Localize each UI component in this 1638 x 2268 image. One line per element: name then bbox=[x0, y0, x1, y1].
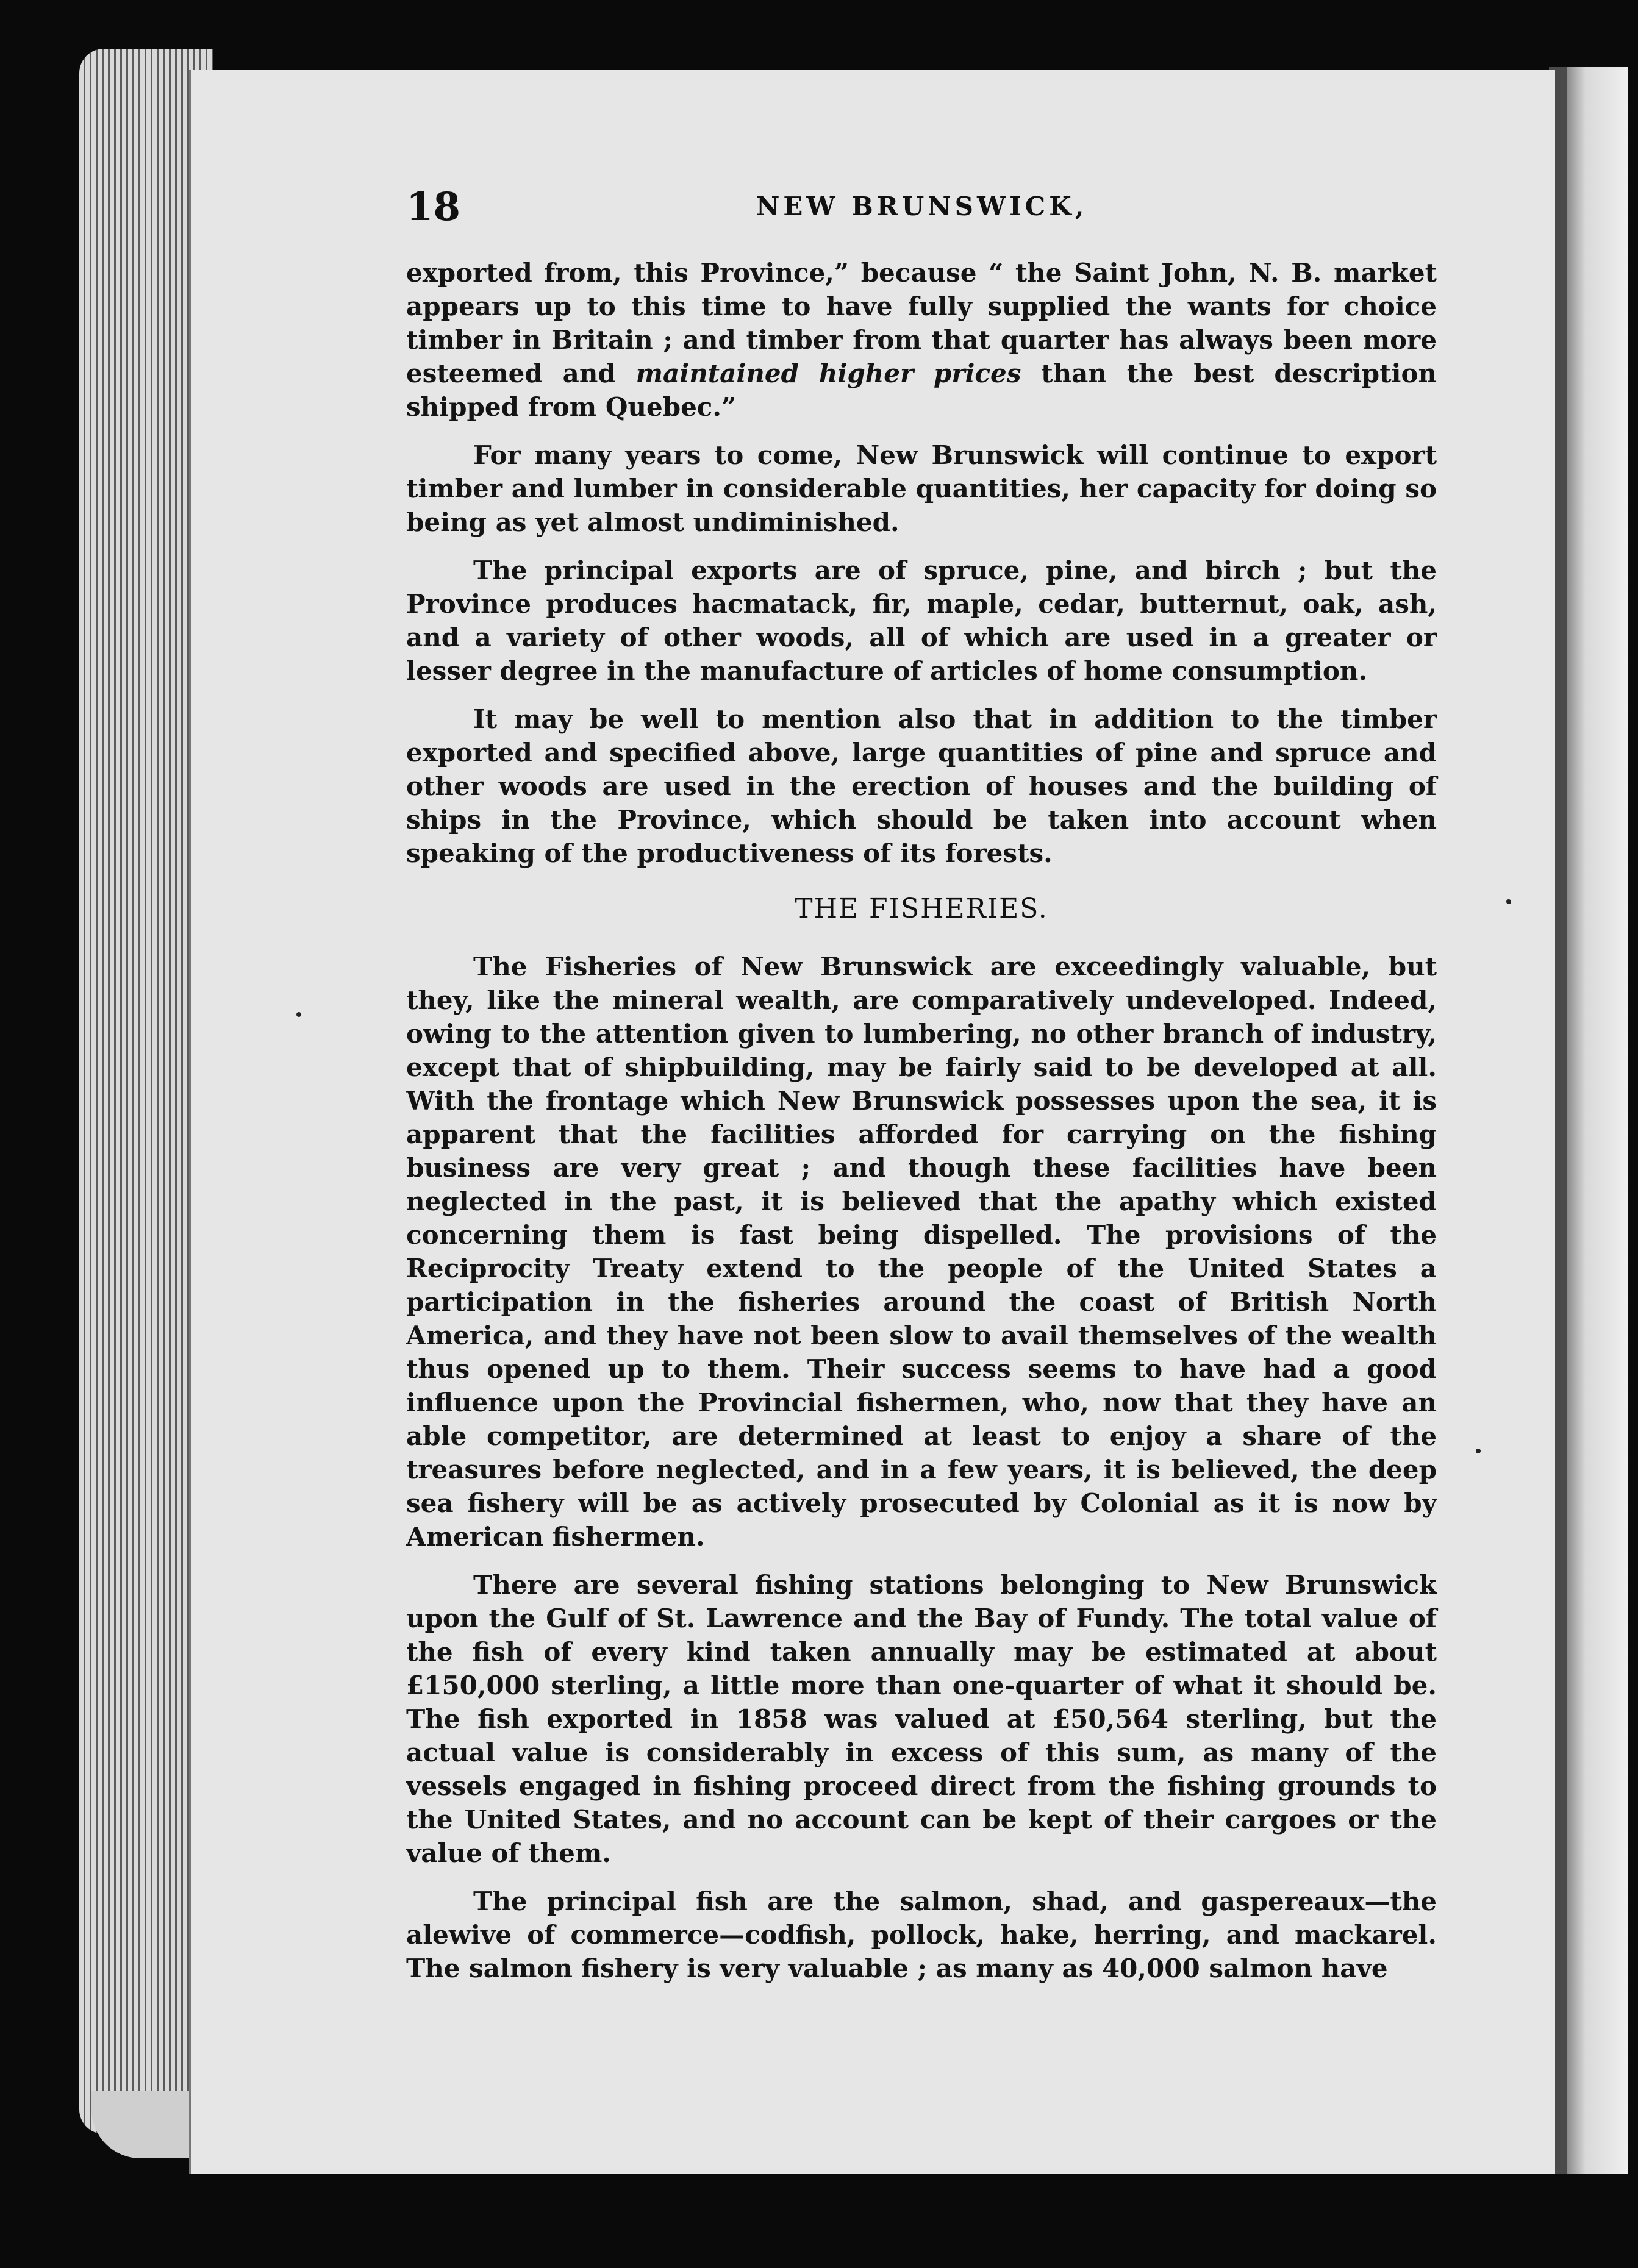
italic-phrase: maintained higher prices bbox=[635, 358, 1021, 388]
paragraph-text: exported from, this Province,” because “ the Saint John, N. B. market appears up to this time to have fully supplied the wants for choice timber in Britain ; and timber from that quarter has always been more esteemed and bbox=[406, 258, 1437, 388]
body-text bbox=[406, 256, 1437, 2000]
scan-border bbox=[0, 2174, 1638, 2268]
facing-page-strip bbox=[1549, 67, 1628, 2177]
running-title: NEW BRUNSWICK, bbox=[756, 191, 1088, 221]
page-number: 18 bbox=[406, 184, 461, 230]
paragraph: For many years to come, New Brunswick will continue to export timber and lumber in considerable quantities, her capacity for doing so being as yet almost undiminished. bbox=[406, 440, 1437, 537]
paragraph: There are several fishing stations belonging to New Brunswick upon the Gulf of St. Lawrence and the Bay of Fundy. The total value of the fish of every kind taken annually may be estimated at about £150,000 sterling, a little more than one-quarter of what it should be. The fish exported in 1858 was valued at £50,564 sterling, but the actual value is considerably in excess of this sum, as many of the vessels engaged in fishing proceed direct from the fishing grounds to the United States, and no account can be kept of their cargoes or the value of them. bbox=[406, 1570, 1437, 1868]
paragraph: It may be well to mention also that in addition to the timber exported and specified above, large quantities of pine and spruce and other woods are used in the erection of houses and the building of ships in the Province, which should be taken into account when speaking of the productiveness of its forests. bbox=[406, 704, 1437, 868]
section-heading: THE FISHERIES. bbox=[795, 893, 1048, 924]
paragraph: The principal exports are of spruce, pine, and birch ; but the Province produces hacmatack, fir, maple, cedar, butternut, oak, ash, and a variety of other woods, all of which are used in a greater or lesser degree in the manufacture of articles of home consumption. bbox=[406, 555, 1437, 686]
print-speck bbox=[1506, 899, 1511, 904]
paragraph-text: than the best description shipped from Quebec.” bbox=[406, 358, 1437, 422]
print-speck bbox=[1476, 1449, 1481, 1453]
paragraph: The Fisheries of New Brunswick are exceedingly valuable, but they, like the mineral wealth, are comparatively undeveloped. Indeed, owing to the attention given to lumbering, no other branch of industry, except that of shipbuilding, may be fairly said to be developed at all. With the frontage which New Brunswick possesses upon the sea, it is apparent that the facilities afforded for carrying on the fishing business are very great ; and though these facilities have been neglected in the past, it is believed that the apathy which existed concerning them is fast being dispelled. The provisions of the Reciprocity Treaty extend to the people of the United States a participation in the fisheries around the coast of British North America, and they have not been slow to avail themselves of the wealth thus opened up to them. Their success seems to have had a good influence upon the Provincial fishermen, who, now that they have an able competitor, are determined at least to enjoy a share of the treasures before neglected, and in a few years, it is believed, the deep sea fishery will be as actively prosecuted by Colonial as it is now by American fishermen. bbox=[406, 952, 1437, 1552]
paragraph bbox=[406, 256, 1437, 424]
paragraph: The principal fish are the salmon, shad, and gaspereaux—the alewive of commerce—codfish, pollock, hake, herring, and mackarel. The salmon fishery is very valuable ; as many as 40,000 salmon have bbox=[406, 1886, 1437, 1983]
print-speck bbox=[296, 1012, 301, 1017]
